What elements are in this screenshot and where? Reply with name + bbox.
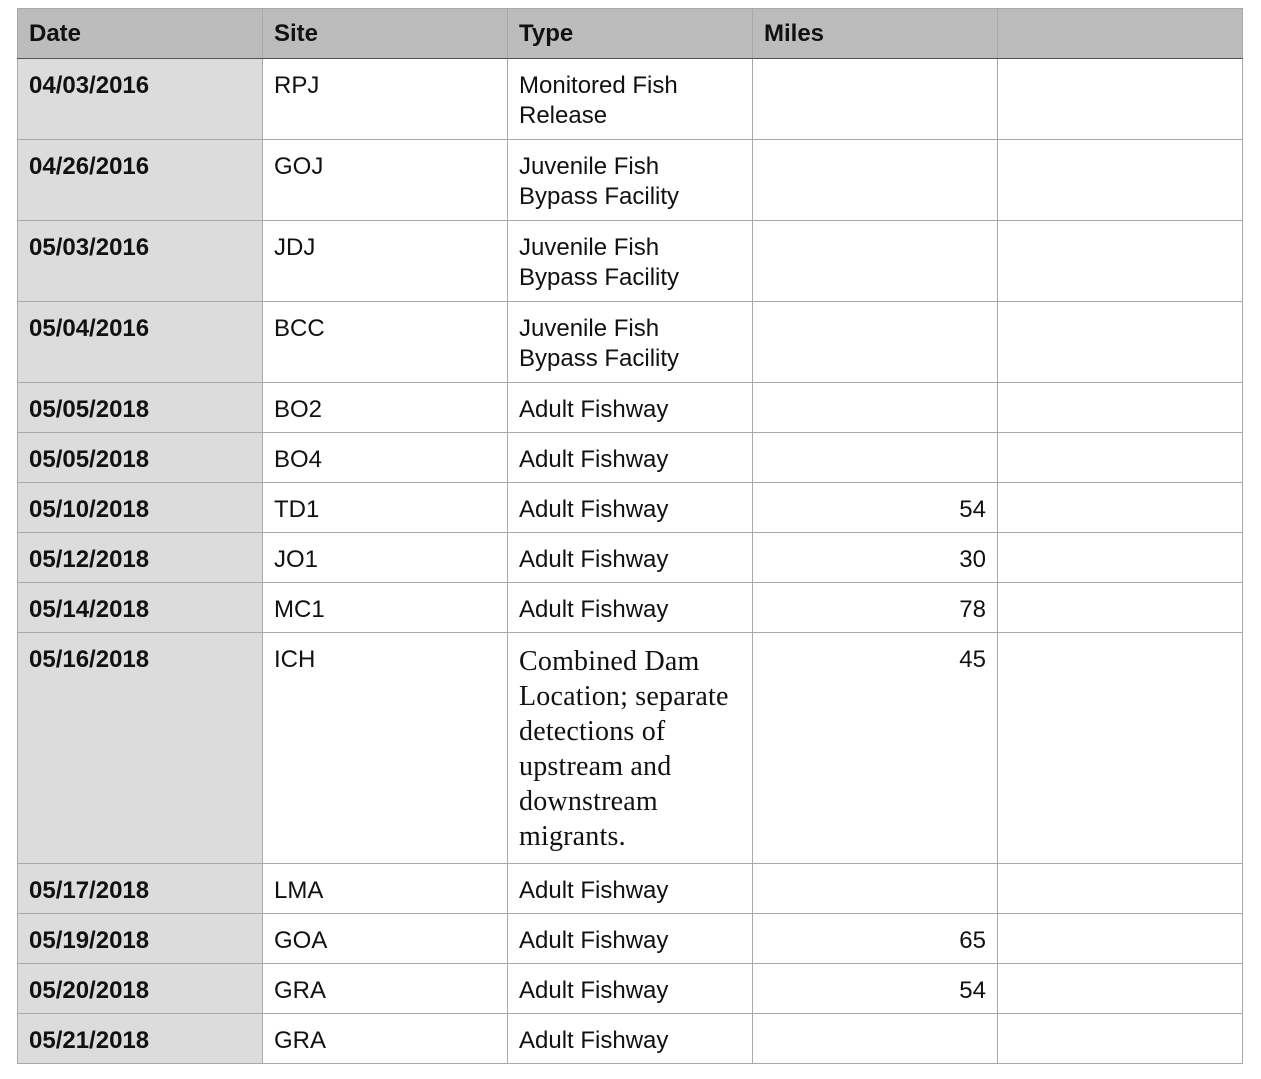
date-cell[interactable]: 05/12/2018 [18, 533, 263, 583]
date-cell[interactable]: 05/03/2016 [18, 221, 263, 302]
blank-cell[interactable] [998, 221, 1243, 302]
column-header-type[interactable]: Type [508, 9, 753, 59]
data-table [17, 8, 1243, 1064]
miles-cell[interactable]: 78 [753, 583, 998, 633]
table-row [18, 383, 1243, 433]
date-cell[interactable]: 05/19/2018 [18, 914, 263, 964]
miles-cell[interactable] [753, 864, 998, 914]
site-cell[interactable]: BO4 [263, 433, 508, 483]
type-cell[interactable]: Adult Fishway [508, 533, 753, 583]
site-cell[interactable]: GRA [263, 964, 508, 1014]
column-header-date[interactable]: Date [18, 9, 263, 59]
date-cell[interactable]: 05/20/2018 [18, 964, 263, 1014]
type-cell[interactable]: Adult Fishway [508, 433, 753, 483]
blank-cell[interactable] [998, 140, 1243, 221]
table-body [18, 59, 1243, 1064]
type-cell[interactable]: Juvenile Fish Bypass Facility [508, 140, 753, 221]
column-header-site[interactable]: Site [263, 9, 508, 59]
date-cell[interactable]: 05/04/2016 [18, 302, 263, 383]
date-cell[interactable]: 05/14/2018 [18, 583, 263, 633]
miles-cell[interactable]: 30 [753, 533, 998, 583]
date-cell[interactable]: 04/03/2016 [18, 59, 263, 140]
data-table-container [17, 8, 1242, 1064]
site-cell[interactable]: LMA [263, 864, 508, 914]
type-cell[interactable]: Juvenile Fish Bypass Facility [508, 221, 753, 302]
blank-cell[interactable] [998, 59, 1243, 140]
date-cell[interactable]: 05/05/2018 [18, 433, 263, 483]
table-row [18, 302, 1243, 383]
table-row [18, 433, 1243, 483]
date-cell[interactable]: 05/17/2018 [18, 864, 263, 914]
table-row [18, 964, 1243, 1014]
miles-cell[interactable] [753, 221, 998, 302]
site-cell[interactable]: BCC [263, 302, 508, 383]
type-cell[interactable]: Adult Fishway [508, 864, 753, 914]
site-cell[interactable]: GOJ [263, 140, 508, 221]
table-row [18, 583, 1243, 633]
table-row [18, 533, 1243, 583]
miles-cell[interactable]: 54 [753, 964, 998, 1014]
blank-cell[interactable] [998, 433, 1243, 483]
type-cell[interactable]: Combined Dam Location; separate detections of upstream and downstream migrants. [508, 633, 753, 864]
type-cell[interactable]: Adult Fishway [508, 483, 753, 533]
table-header [18, 9, 1243, 59]
date-cell[interactable]: 05/05/2018 [18, 383, 263, 433]
date-cell[interactable]: 05/16/2018 [18, 633, 263, 864]
type-cell[interactable]: Adult Fishway [508, 964, 753, 1014]
header-row [18, 9, 1243, 59]
site-cell[interactable]: JDJ [263, 221, 508, 302]
date-cell[interactable]: 04/26/2016 [18, 140, 263, 221]
blank-cell[interactable] [998, 864, 1243, 914]
type-cell[interactable]: Monitored Fish Release [508, 59, 753, 140]
site-cell[interactable]: GOA [263, 914, 508, 964]
blank-cell[interactable] [998, 964, 1243, 1014]
date-cell[interactable]: 05/21/2018 [18, 1014, 263, 1064]
miles-cell[interactable] [753, 433, 998, 483]
blank-cell[interactable] [998, 583, 1243, 633]
blank-cell[interactable] [998, 1014, 1243, 1064]
table-row [18, 864, 1243, 914]
table-row [18, 633, 1243, 864]
miles-cell[interactable]: 65 [753, 914, 998, 964]
table-row [18, 140, 1243, 221]
miles-cell[interactable]: 45 [753, 633, 998, 864]
table-row [18, 483, 1243, 533]
miles-cell[interactable] [753, 59, 998, 140]
column-header-blank[interactable] [998, 9, 1243, 59]
miles-cell[interactable] [753, 383, 998, 433]
table-row [18, 1014, 1243, 1064]
site-cell[interactable]: TD1 [263, 483, 508, 533]
site-cell[interactable]: BO2 [263, 383, 508, 433]
blank-cell[interactable] [998, 483, 1243, 533]
blank-cell[interactable] [998, 633, 1243, 864]
miles-cell[interactable] [753, 302, 998, 383]
type-cell[interactable]: Adult Fishway [508, 583, 753, 633]
table-row [18, 221, 1243, 302]
site-cell[interactable]: JO1 [263, 533, 508, 583]
blank-cell[interactable] [998, 533, 1243, 583]
site-cell[interactable]: ICH [263, 633, 508, 864]
miles-cell[interactable] [753, 1014, 998, 1064]
type-cell[interactable]: Adult Fishway [508, 383, 753, 433]
type-cell[interactable]: Adult Fishway [508, 914, 753, 964]
miles-cell[interactable]: 54 [753, 483, 998, 533]
type-cell[interactable]: Adult Fishway [508, 1014, 753, 1064]
blank-cell[interactable] [998, 302, 1243, 383]
site-cell[interactable]: MC1 [263, 583, 508, 633]
date-cell[interactable]: 05/10/2018 [18, 483, 263, 533]
site-cell[interactable]: RPJ [263, 59, 508, 140]
miles-cell[interactable] [753, 140, 998, 221]
blank-cell[interactable] [998, 383, 1243, 433]
table-row [18, 59, 1243, 140]
blank-cell[interactable] [998, 914, 1243, 964]
table-row [18, 914, 1243, 964]
site-cell[interactable]: GRA [263, 1014, 508, 1064]
type-cell[interactable]: Juvenile Fish Bypass Facility [508, 302, 753, 383]
column-header-miles[interactable]: Miles [753, 9, 998, 59]
